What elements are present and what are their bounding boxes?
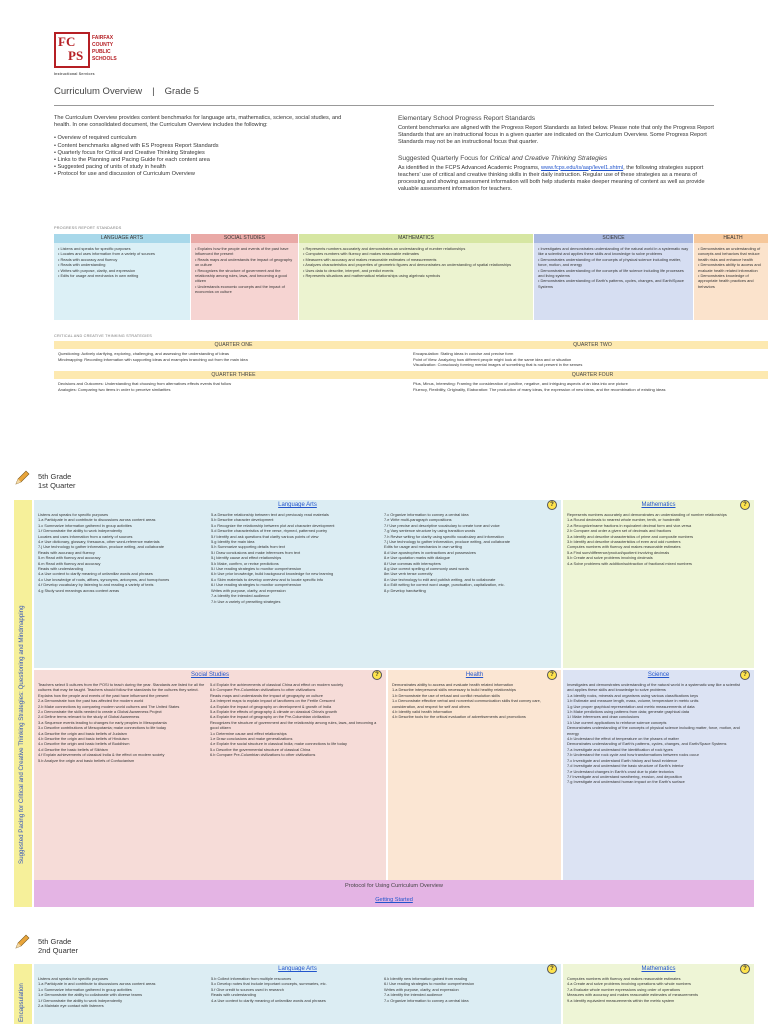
standard-item: • Writes with purpose, clarity, and expression: [58, 268, 186, 273]
q1-health-title[interactable]: [388, 670, 561, 680]
standards-column-science: [534, 234, 694, 320]
standard-item: • Uses data to describe, interpret, and predict events: [303, 268, 529, 273]
progress-standards-label: PROGRESS REPORT STANDARDS: [54, 226, 122, 230]
quarters-body-row: [54, 349, 768, 371]
intro-bullet: • Protocol for use and discussion of Curriculum Overview: [54, 171, 354, 178]
standards-column-mathematics: [299, 234, 534, 320]
q1-language-arts-panel: [34, 500, 561, 668]
q1-quarter: 1st Quarter: [38, 481, 76, 490]
standard-item: • Reads maps and understands the impact of geography on culture: [195, 257, 294, 268]
q1-health-column: Demonstrates ability to access and evaluate health related information 1.a Describe interpersonal skills necessary to build healthy relationships 1.b Demonstrate the use of refusal and conflict resolution skills 1.c Demonstrate effective verbal and nonverbal communication skills that convey care, consideration, and respect for self and others 4.b Identify valid health information 4.b Describe tools for the critical evaluation of advertisements and promotions: [392, 682, 541, 720]
quarter-four-label: QUARTER FOUR: [571, 372, 614, 378]
intro-paragraph: The Curriculum Overview provides content benchmarks for language arts, mathematics, science, social studies, and health. In one consolidated document, the Curriculum Overview includes the following:: [54, 115, 342, 129]
page-title: [54, 86, 714, 97]
standards-column-body: [191, 243, 298, 320]
quarter-one-label: QUARTER ONE: [214, 342, 253, 348]
quarters-header-row: [54, 371, 768, 379]
standards-column-header: SOCIAL STUDIES: [191, 234, 298, 243]
standard-item: • Analyzes characteristics and properties of geometric figures and demonstrates an understanding of spatial relationships: [303, 262, 529, 267]
standard-item: • Demonstrates knowledge of appropriate health practices and behaviors: [698, 273, 768, 289]
standards-info: [398, 115, 714, 193]
logo-fc: FC: [58, 34, 76, 49]
lightbulb-icon[interactable]: ?: [740, 500, 750, 510]
q2-math-column: Computes numbers with fluency and makes reasonable estimates 4.a Create and solve problems involving operations with whole numbers 7.a Evaluate whole number expressions using order of operations Measures with accuracy and makes reasonable estimates of measurements 9.a Identify equivalent measurements within the metric system: [567, 976, 699, 1003]
q1-science-column: Investigates and demonstrates understanding of the natural world in a systematic way like a scientist and applies these skills and knowledge to solve problems 1.a Identify rocks, minerals and organisms using various classifications keys 1.b Estimate and measure length, mass, volume, temperature in metric units 1.g Use proper graphical representation and metric measurements of data 1.h Make predictions using patterns from data; generate graphical data 1.i Make inferences and draw conclusions 1.k Use current applications to reinforce science concepts Demonstrates understanding of the concepts of physical science including matter, force, motion, and energy 4.b Understand the effect of temperature on the phases of matter Demonstrates understanding of Earth's patterns, cycles, changes, and Earth/Space Systems 7.a Investigate and understand the identification of rock types 7.b Understand the rock cycle and how transformations between rocks occur 7.c Investigate and understand Earth history and fossil evidence 7.d Investigate and understand the basic structure of Earth's interior 7.e Understand changes in Earth's crust due to plate tectonics 7.f Investigate and understand weathering, erosion, and deposition 7.g Investigate and understand human impact on the Earth's surface: [567, 682, 741, 785]
standard-item: • Investigates and demonstrates understanding of the natural world in a systematic way like a scientist and applies these skills and knowledge to solve problems: [538, 246, 689, 257]
quarters-header-row: [54, 341, 768, 349]
standard-item: • Edits for usage and mechanics in own writing: [58, 273, 186, 278]
lightbulb-icon[interactable]: ?: [547, 670, 557, 680]
q1-la-column: 5.a Describe relationship between text and previously read materials 5.b Describe character development 5.c Recognize the relationship between plot and character development 5.d Describe characteristics of free verse, rhymed, patterned poetry 5.f Identify and ask questions that clarify various points of view 5.g Identify the main idea 5.h Summarize supporting details from text 5.i Draw conclusions and make inferences from text 5.j Identify cause and effect relationships 5.k Make, confirm, or revise predictions 5.l Use reading strategies to monitor comprehension 6.b Use prior knowledge, build background knowledge for new learning 6.c Skim materials to develop overview and to locate specific info 6.l Use reading strategies to monitor comprehension Writes with purpose, clarity, and expression 7.a Identify the intended audience 7.b Use a variety of prewriting strategies: [211, 512, 335, 604]
intro-bullet-list: [54, 135, 354, 178]
pencil-icon: [14, 934, 30, 950]
focus-heading-prefix: Suggested Quarterly Focus for: [398, 154, 490, 162]
q1-la-column: 7.c Organize information to convey a central idea 7.e Write multi-paragraph compositions 7.f Use precise and descriptive vocabulary to create tone and voice 7.g Vary sentence structure by using transition words 7.h Revise writing for clarity using specific vocabulary and information 7.j Use technology to gather information, produce writing, and collaborate Edits for usage and mechanics in own writing 8.d Use apostrophes in contractions and possessives 8.e Use quotation marks with dialogue 8.f Use commas with interrupters 8.g Use correct spelling of commonly used words 8m Use verb tense correctly 8.n Use technology to edit and publish writing, and to collaborate 8.o Edit writing for correct word usage, punctuation, capitalization, etc. 8.p Develop handwriting: [384, 512, 511, 593]
q2-grade-header: [38, 937, 78, 955]
standards-column-body: [694, 243, 768, 320]
q2-la-column: Listens and speaks for specific purposes 1.a Participate in and contribute to discussions across content areas 1.c Summarize information gathered in group activities 1.e Demonstrate the ability to collaborate with diverse teams 1.f Demonstrate the ability to work independently 2.a Maintain eye contact with listeners: [38, 976, 156, 1009]
standards-column-header: LANGUAGE ARTS: [54, 234, 190, 243]
q1-mathematics-title-text[interactable]: Mathematics: [641, 502, 676, 508]
q2-mathematics-content: [563, 974, 754, 1005]
q1-science-title[interactable]: [563, 670, 754, 680]
focus-text: [398, 165, 714, 194]
q2-quarter: 2nd Quarter: [38, 946, 79, 955]
q1-social-studies-title-text[interactable]: Social Studies: [190, 672, 230, 678]
q1-grade: 5th Grade: [38, 472, 72, 481]
lightbulb-icon[interactable]: ?: [740, 964, 750, 974]
standard-item: • Demonstrates understanding of the concepts of physical science including matter, force, motion, and energy: [538, 257, 689, 268]
standards-column-header: HEALTH: [694, 234, 768, 243]
quarter-three-label: QUARTER THREE: [211, 372, 256, 378]
q2-la-column: 5.b Collect information from multiple resources 5.c Develop notes that include important concepts, summaries, etc. 5.f Give credit to sources used in research Reads with understanding 4.a Use context to clarify meaning of unfamiliar words and phrases: [211, 976, 327, 1003]
q2-mathematics-panel: [563, 964, 754, 1024]
protocol-bar: Protocol for Using Curriculum Overview: [34, 880, 754, 893]
lightbulb-icon[interactable]: ?: [372, 670, 382, 680]
intro-bullet: • Overview of required curriculum: [54, 135, 354, 142]
q1-health-content: [388, 680, 561, 722]
quarter-three-text: Decisions and Outcomes: Understanding that choosing from alternatives effects events that follow Analogies: Comparing two items in order to perceive similarities: [58, 381, 232, 392]
ccts-label: CRITICAL AND CREATIVE THINKING STRATEGIES: [54, 334, 152, 338]
focus-text-1: As identified in the FCPS Advanced Academic Programs,: [398, 164, 542, 171]
q1-mathematics-panel: [563, 500, 754, 668]
q1-mathematics-title[interactable]: [563, 500, 754, 510]
focus-heading-italic: Critical and Creative Thinking Strategies: [489, 154, 608, 162]
standards-column-body: [54, 243, 190, 320]
standards-column-social-studies: [191, 234, 299, 320]
standard-item: • Demonstrates understanding of Earth's patterns, cycles, changes, and Earth/Space Systems: [538, 278, 689, 289]
standard-item: • Demonstrates understanding of the concepts of life science including life processes and living systems: [538, 268, 689, 279]
q2-language-arts-panel: [34, 964, 561, 1024]
q1-language-arts-title[interactable]: [34, 500, 561, 510]
standard-item: • Reads with understanding: [58, 262, 186, 267]
q1-science-panel: [563, 670, 754, 880]
standard-item: • Explains how the people and events of the past have influenced the present: [195, 246, 294, 257]
q2-language-arts-content: [34, 974, 561, 1010]
lightbulb-icon[interactable]: ?: [740, 670, 750, 680]
standard-item: • Demonstrates an understanding of concepts and behaviors that reduce health risks and enhance health: [698, 246, 768, 262]
getting-started-link[interactable]: Getting Started: [375, 897, 413, 903]
q2-language-arts-title-text[interactable]: Language Arts: [278, 966, 317, 972]
logo-text: FAIRFAX COUNTY PUBLIC SCHOOLS: [92, 35, 117, 62]
q1-math-column: Represents numbers accurately and demonstrates an understanding of number relationships 1.a Round decimals to nearest whole number, tenth, or hundredth 2.a Recognize/name fractions in equivalent decimal form and vice-versa 2.b Compare and order a given set of decimals and fractions 3.a Identify and describe characteristics of prime and composite numbers 3.b Identify and describe characteristics of even and odd numbers Computes numbers with fluency and makes reasonable estimates 5.a Find sum/difference/product/quotient involving decimals 5.b Create and solve problems involving decimals 4.a Solve problems with addition/subtraction of fractional mixed numbers: [567, 512, 727, 566]
standards-table: [54, 234, 768, 320]
title-rule: [54, 105, 714, 106]
standard-item: • Represents situations and mathematical relationships using algebraic symbols: [303, 273, 529, 278]
standards-column-health: [694, 234, 768, 320]
standards-column-header: MATHEMATICS: [299, 234, 533, 243]
standard-item: • Understands economic concepts and the impact of economics on culture: [195, 284, 294, 295]
getting-started-bar: [34, 893, 754, 907]
quarter-two-label: QUARTER TWO: [573, 342, 612, 348]
q1-language-arts-content: [34, 510, 561, 606]
q1-la-column: Listens and speaks for specific purposes 1.a Participate in and contribute to discussions across content areas 1.c Summarize information gathered in group activities 1.f Demonstrate the ability to work independently Locates and uses information from a variety of sources 4.e Use dictionary, glossary, thesaurus, other word-reference materials 7.j Use technology to gather information, produce writing, and collaborate Reads with accuracy and fluency 5.m Read with fluency and accuracy 6.m Read with fluency and accuracy Reads with understanding 4.a Use context to clarify meaning of unfamiliar words and phrases 4.c Use knowledge of roots, affixes, synonyms, antonyms, and homophones 4.f Develop vocabulary by listening to and reading a variety of texts 4.g Study word meanings across content areas: [38, 512, 170, 593]
fcps-logo: [54, 32, 118, 72]
intro-bullet: • Content benchmarks aligned with ES Progress Report Standards: [54, 143, 354, 150]
intro-section: [54, 115, 354, 179]
logo-subtitle: Instructional Services: [54, 72, 95, 76]
q1-ss-column: 5.d Explain the achievements of classical China and effect on modern society 6.b Compare Pre-Columbian civilizations to other civilizations Reads maps and understands the impact of geography on culture 3.a Interpret maps to explain impact of landforms on the Fertile Crescent 4.a Explain the impact of geography on development & growth of India 5.a Explain the effects of geography & climate on classical China's growth 6.a Explain the impact of geography on the Pre-Columbian civilization Recognizes the structure of government and the relationship among rules, laws, and becoming a good citizen 1.c Determine cause and effect relationships 1.e Draw conclusions and make generalizations 4.e Explain the social structure in classical India; make connections to life today 5.c Describe the governmental structure of classical China 6.b Compare Pre-Columbian civilizations to other civilizations: [210, 682, 377, 758]
lightbulb-icon[interactable]: ?: [547, 964, 557, 974]
q2-language-arts-title[interactable]: [34, 964, 561, 974]
grade-text: Grade 5: [164, 86, 199, 97]
intro-bullet: • Links to the Planning and Pacing Guide for each content area: [54, 157, 354, 164]
quarter-four-text: Plus, Minus, Interesting: Framing the consideration of positive, negative, and intriguing aspects of an idea into one picture Fluency, Flexibility, Originality, Elaboration: The production of many ideas, the expression of new ideas, and the recombination of existing ideas: [413, 381, 666, 392]
q2-grade: 5th Grade: [38, 937, 72, 946]
intro-bullet: • Suggested pacing of units of study in health: [54, 164, 354, 171]
title-separator: |: [152, 86, 155, 97]
q2-side-text: Encapsulation: [18, 983, 25, 1022]
standard-item: • Reads with accuracy and fluency: [58, 257, 186, 262]
standards-column-header: SCIENCE: [534, 234, 693, 243]
standards-column-language-arts: [54, 234, 191, 320]
focus-text-2: , the following strategies support teachers' use of critical and creative thinking skills in their daily instruction. Regular use of these strategies as a means of processing and showing assessment information will both help students make deeper meaning of content as well as provide valuable assessment information for teachers.: [398, 164, 705, 193]
q1-language-arts-title-text[interactable]: Language Arts: [278, 502, 317, 508]
q1-side-strip: [14, 500, 32, 907]
standards-text: Content benchmarks are aligned with the Progress Report Standards as listed below. Please note that only the Progress Report Standards that are an instructional focus in a given quarter are indicated on the Curriculum Overview. Some Progress Report Standards may not be an instructional focus that quarter.: [398, 125, 714, 146]
standards-column-body: [534, 243, 693, 320]
q1-health-panel: [388, 670, 561, 880]
standard-item: • Computes numbers with fluency and makes reasonable estimates: [303, 251, 529, 256]
standard-item: • Demonstrates ability to access and evaluate health related information: [698, 262, 768, 273]
quarters-table: [54, 341, 768, 401]
quarter-one-text: Questioning: Actively clarifying, exploring, challenging, and assessing the understanding of ideas Mindmapping: Recording information with supporting ideas and examples branching out from the main idea: [58, 351, 248, 362]
standards-heading: Elementary School Progress Report Standards: [398, 115, 536, 122]
q1-science-content: [563, 680, 754, 787]
intro-bullet: • Quarterly focus for Critical and Creative Thinking Strategies: [54, 150, 354, 157]
q1-social-studies-title[interactable]: [34, 670, 386, 680]
q1-side-text: Suggested Pacing for Critical and Creative Thinking Strategies: Questioning and Mindmapping: [18, 605, 25, 864]
standard-item: • Represents numbers accurately and demonstrates an understanding of number relationships: [303, 246, 529, 251]
q2-side-strip: [14, 964, 32, 1024]
aap-link[interactable]: www.fcps.edu/is/aap/level1.shtml: [541, 164, 624, 171]
q2-mathematics-title[interactable]: [563, 964, 754, 974]
focus-heading: [398, 155, 714, 162]
q2-mathematics-title-text[interactable]: Mathematics: [641, 966, 676, 972]
q1-mathematics-content: [563, 510, 754, 568]
lightbulb-icon[interactable]: ?: [547, 500, 557, 510]
q1-science-title-text[interactable]: Science: [647, 672, 670, 678]
standard-item: • Listens and speaks for specific purposes: [58, 246, 186, 251]
standards-column-body: [299, 243, 533, 320]
q1-social-studies-panel: [34, 670, 386, 880]
q1-social-studies-content: [34, 680, 386, 765]
standard-item: • Recognizes the structure of government and the relationship among rules, laws, and becoming a good citizen: [195, 268, 294, 284]
q2-la-column: 6.k Identify new information gained from reading 6.l Use reading strategies to monitor comprehension Writes with purpose, clarity, and expression 7.a Identify the intended audience 7.c Organize information to convey a central idea: [384, 976, 475, 1003]
standard-item: • Locates and uses information from a variety of sources: [58, 251, 186, 256]
standard-item: • Measures with accuracy and makes reasonable estimates of measurements: [303, 257, 529, 262]
quarter-two-text: Encapsulation: Stating ideas in concise and precise form Point of View: Analyzing how different people might look at the same idea and or situation Visualization: Consciously forming mental images of something that is not present in the senses: [413, 351, 583, 368]
quarters-body-row: [54, 379, 768, 401]
q1-ss-column: Teachers select 5 cultures from the POSI to teach during the year. Standards are listed for all the cultures that may be taught. Teachers should follow the standards for the cultures they select. Explains how the people and events of the past have influenced the present 2.a Demonstrate how the past has affected the modern world 2.b Make connections by comparing modern world cultures and The United States 2.c Demonstrate the skills needed to create a Global Awareness Project 2.d Define terms relevant to the study of Global Awareness 3.a Sequence events leading to changes for early peoples in Mesopotamia 3.c Describe contributions of Mesopotamia; make connections to life today 4.a Describe the origin and basic beliefs of Judaism 4.b Describe the origin and basic beliefs of Hinduism 4.c Describe the origin and basic beliefs of Buddhism 4.d Describe the basic beliefs of Sikhism 4.f Explain achievements of classical India & the effect on modern society 5.b Analyze the origin and basic beliefs of Confucianism: [38, 682, 205, 763]
q1-grade-header: [38, 472, 76, 490]
title-text: Curriculum Overview: [54, 86, 143, 97]
pencil-icon: [14, 470, 30, 486]
logo-ps: PS: [68, 48, 84, 63]
q1-health-title-text[interactable]: Health: [465, 672, 484, 678]
